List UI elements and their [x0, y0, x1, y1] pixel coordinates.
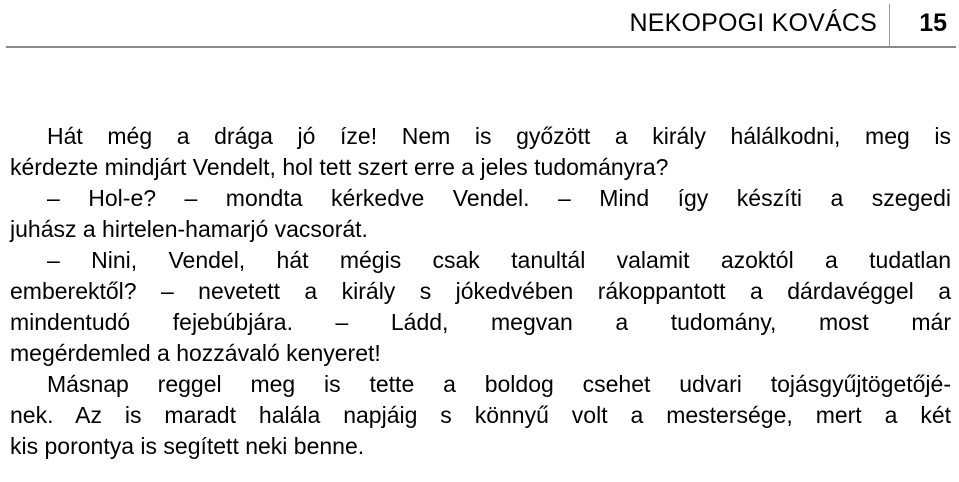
page-number: 15: [919, 9, 947, 37]
text-line: juhász a hirtelen-hamarjó vacsorát.: [10, 216, 368, 242]
text-line: megérdemled a hozzávaló kenyeret!: [10, 340, 381, 366]
text-line: – Hol-e? – mondta kérkedve Vendel. – Mind így készíti a szegedi: [47, 185, 951, 211]
header-divider: [889, 4, 890, 46]
text-line: emberektől? – nevetett a király s jókedvében rákoppantott a dárdavéggel a: [10, 278, 951, 304]
running-title: NEKOPOGI KOVÁCS: [629, 9, 877, 37]
text-line: kérdezte mindjárt Vendelt, hol tett szert erre a jeles tudományra?: [10, 154, 669, 180]
text-line: nek. Az is maradt halála napjáig s könnyű volt a mestersége, mert a két: [10, 402, 951, 428]
body-text: [10, 121, 951, 462]
text-line: mindentudó fejebúbjára. – Ládd, megvan a tudomány, most már: [10, 309, 951, 335]
running-header: [0, 0, 959, 50]
text-line: – Nini, Vendel, hát mégis csak tanultál valamit azoktól a tudatlan: [47, 247, 951, 273]
text-line: Másnap reggel meg is tette a boldog csehet udvari tojásgyűjtögetőjé-: [47, 371, 951, 397]
header-rule: [6, 46, 956, 48]
text-line: Hát még a drága jó íze! Nem is győzött a király hálálkodni, meg is: [47, 123, 951, 149]
text-line: kis porontya is segített neki benne.: [10, 433, 365, 459]
